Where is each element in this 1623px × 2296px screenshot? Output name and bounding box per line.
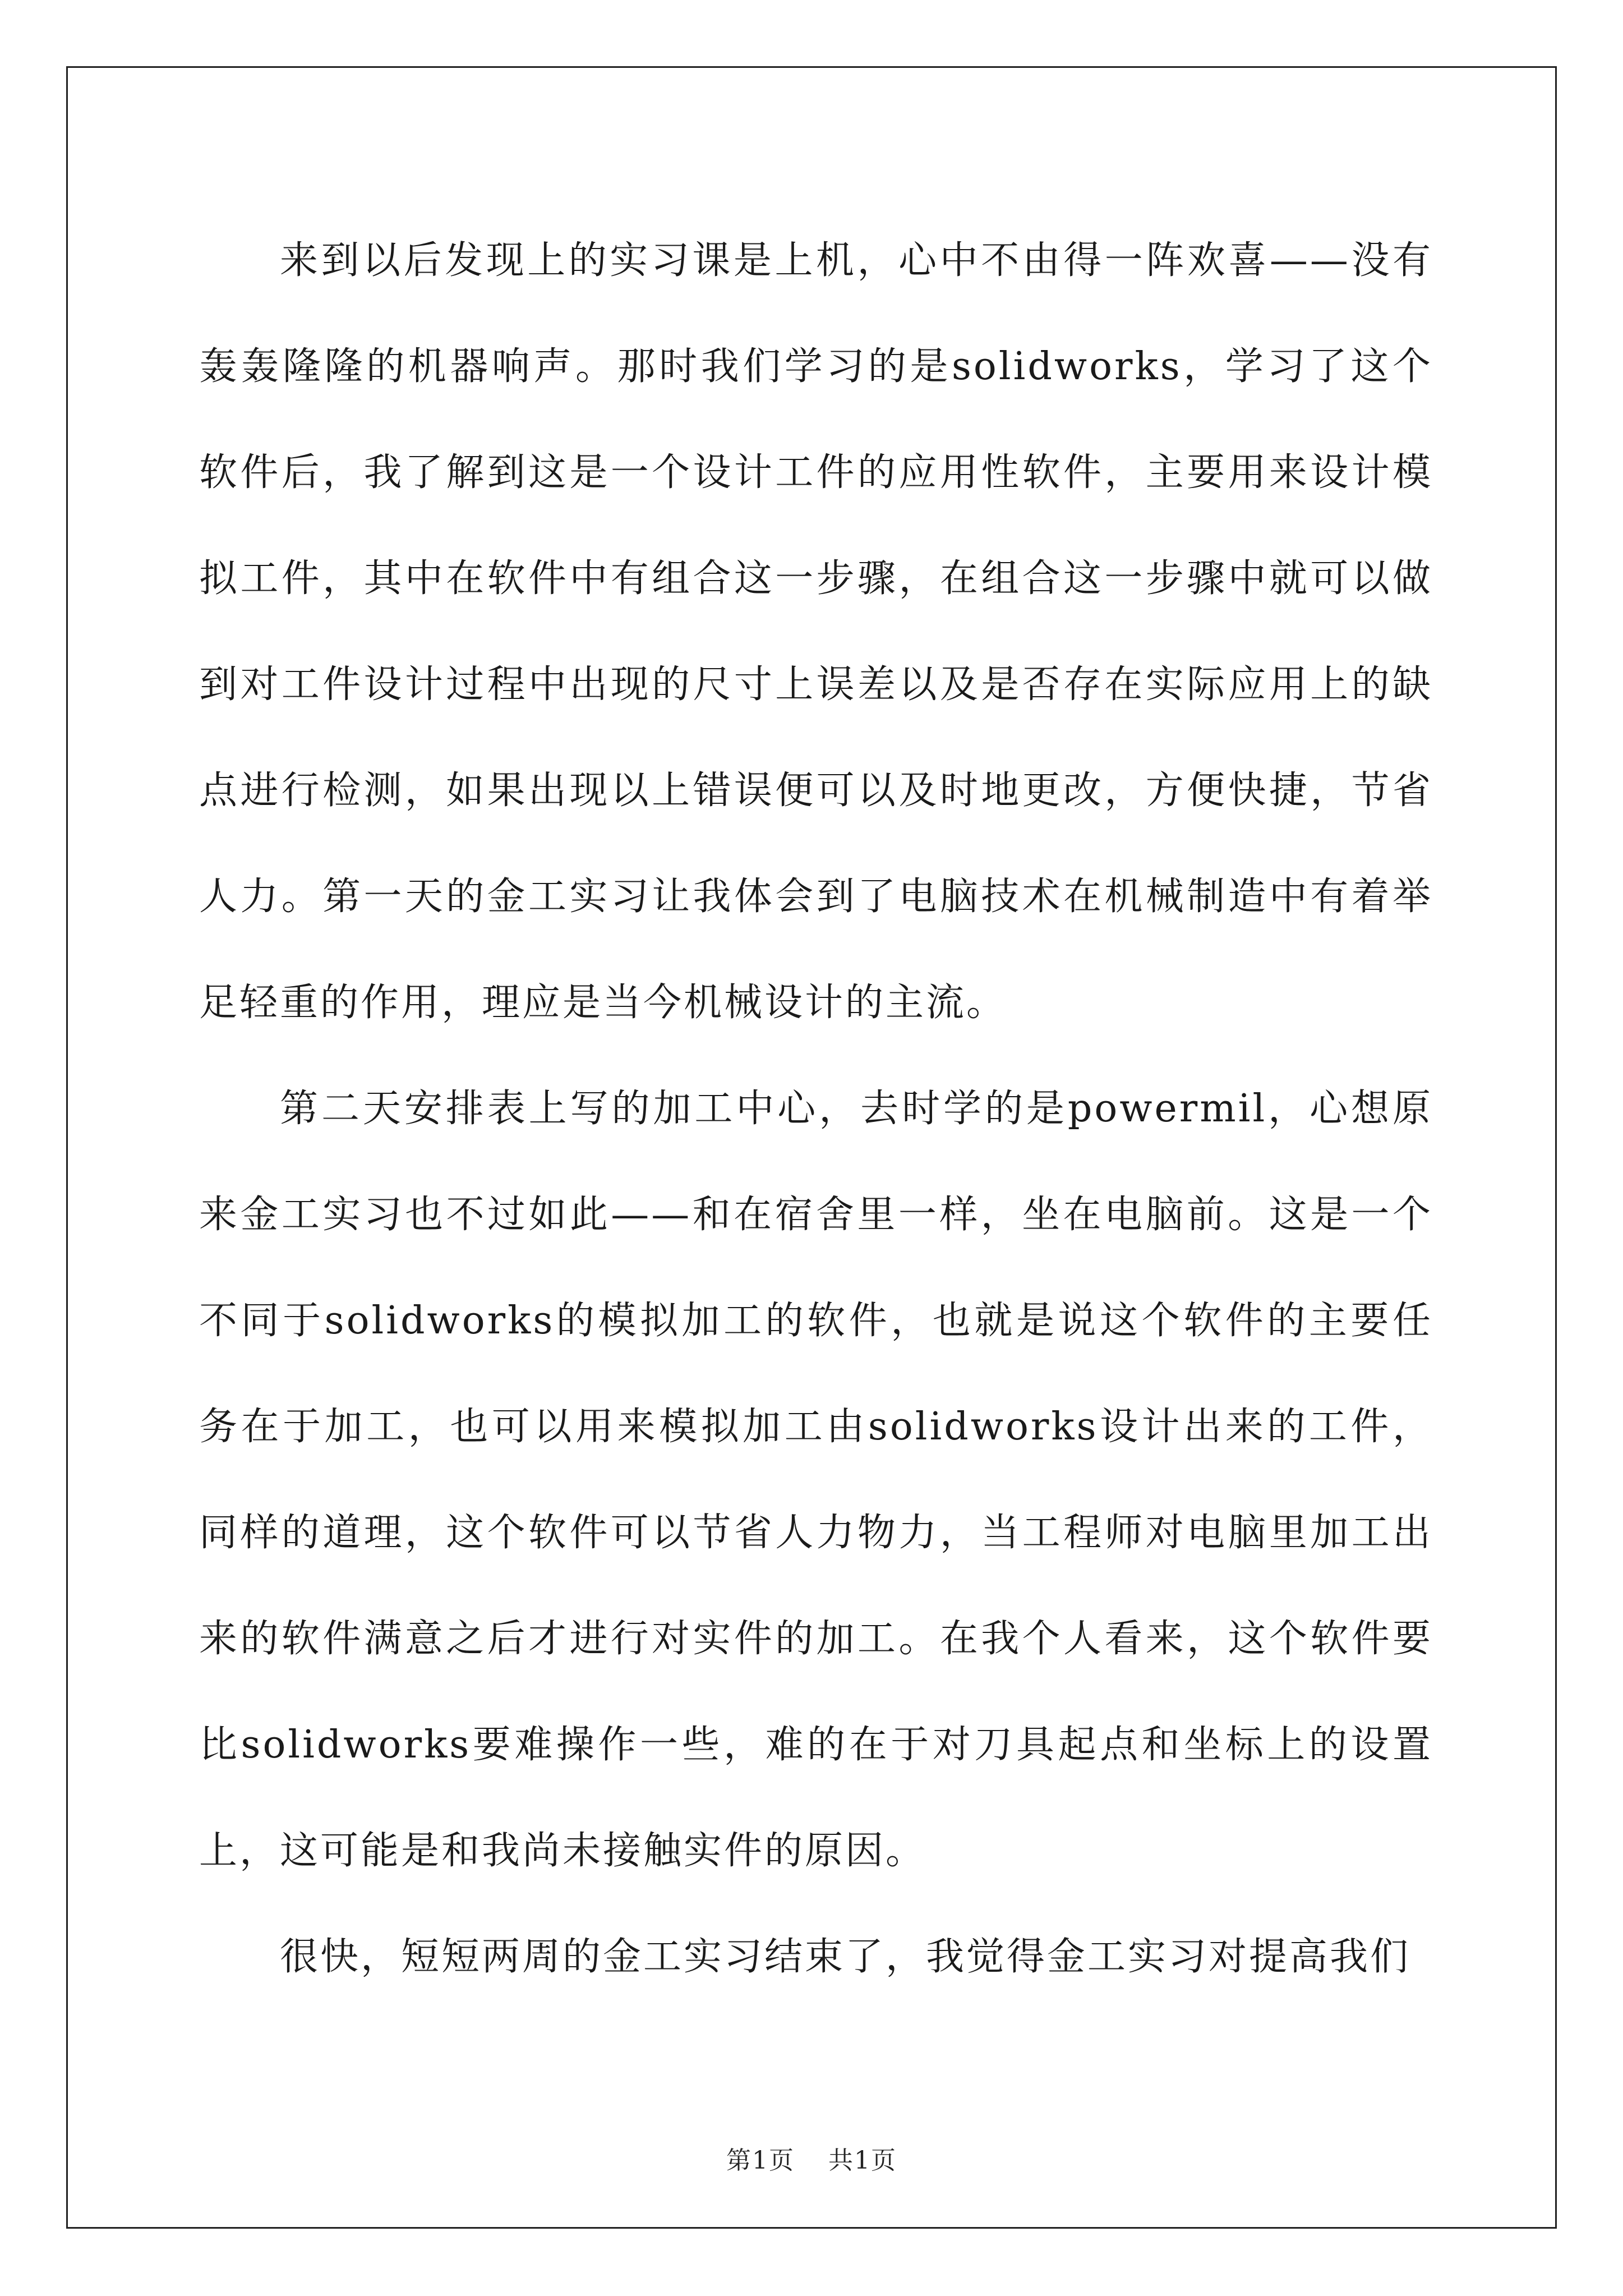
paragraph-3: 很快，短短两周的金工实习结束了，我觉得金工实习对提高我们 (280, 1935, 1411, 1979)
document-body (199, 208, 1433, 2010)
paragraph-2: 第二天安排表上写的加工中心，去时学的是powermil，心想原来金工实习也不过如此——和在宿舍里一样，坐在电脑前。这是一个不同于solidworks的模拟加工的软件，也就是说这个软件的主要任务在于加工，也可以用来模拟加工由solidworks设计出来的工件，同样的道理，这个软件可以节省人力物力，当工程师对电脑里加工出来的软件满意之后才进行对实件的加工。在我个人看来，这个软件要比solidworks要难操作一些，难的在于对刀具起点和坐标上的设置上，这可能是和我尚未接触实件的原因。 (199, 1087, 1433, 1873)
paragraph-1: 来到以后发现上的实习课是上机，心中不由得一阵欢喜——没有轰轰隆隆的机器响声。那时我们学习的是solidworks，学习了这个软件后，我了解到这是一个设计工件的应用性软件，主要用来设计模拟工件，其中在软件中有组合这一步骤，在组合这一步骤中就可以做到对工件设计过程中出现的尺寸上误差以及是否存在实际应用上的缺点进行检测，如果出现以上错误便可以及时地更改，方便快捷，节省人力。第一天的金工实习让我体会到了电脑技术在机械制造中有着举足轻重的作用，理应是当今机械设计的主流。 (199, 238, 1433, 1025)
page-footer (0, 2140, 1623, 2176)
page-total: 共1页 (828, 2146, 897, 2175)
page-number: 第1页 (726, 2146, 795, 2175)
